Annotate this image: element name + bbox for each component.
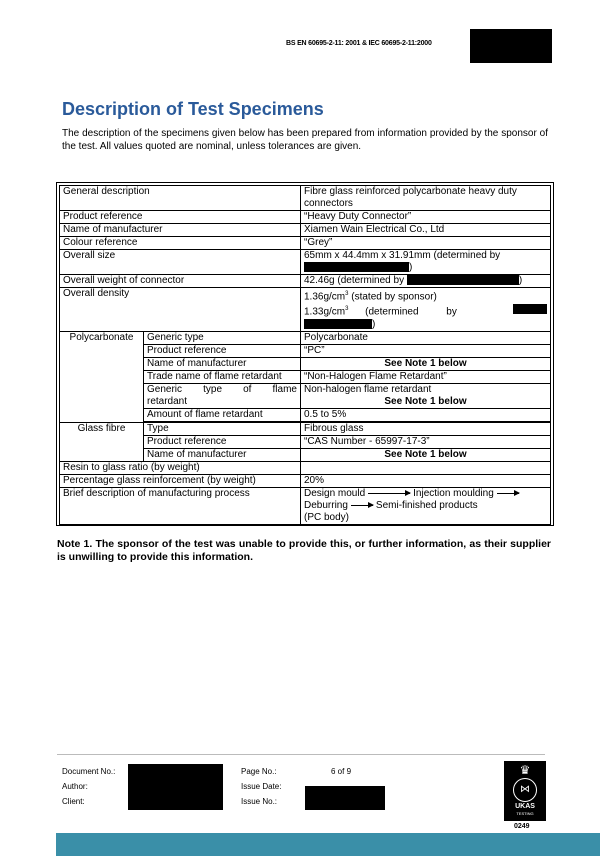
process-step: Design mould	[304, 487, 366, 499]
page-no-label: Page No.:	[241, 767, 277, 776]
density-determined: 1.33g/cm	[304, 306, 346, 318]
row-value: 0.5 to 5%	[301, 408, 551, 421]
table-row	[60, 224, 551, 237]
row-label: Overall size	[60, 250, 301, 275]
table-row	[60, 250, 551, 275]
redacted-text	[513, 304, 547, 314]
ukas-subtitle: TESTING	[516, 811, 534, 816]
group-label-glass-fibre: Glass fibre	[60, 422, 144, 461]
author-label: Author:	[62, 782, 88, 791]
row-value: “Heavy Duty Connector”	[301, 211, 551, 224]
note-reference-text: See Note 1 below	[384, 448, 467, 460]
intro-paragraph: The description of the specimens given below has been prepared from information provided by the sponsor of the test. All values quoted are nominal, unless tolerances are given.	[62, 128, 548, 152]
table-row	[60, 422, 551, 435]
density-determined-note: (determined by	[348, 306, 457, 318]
row-label: Name of manufacturer	[144, 357, 301, 370]
client-label: Client:	[62, 797, 85, 806]
density-stated: 1.36g/cm	[304, 291, 346, 303]
row-label: Name of manufacturer	[144, 448, 301, 461]
table-row	[60, 487, 551, 524]
row-value	[301, 461, 551, 474]
redacted-text	[304, 262, 409, 272]
redacted-block-document-info	[128, 764, 223, 810]
table-row	[60, 275, 551, 288]
table-row	[60, 186, 551, 211]
table-row	[60, 474, 551, 487]
fr-generic-cell	[301, 383, 551, 408]
row-value: “Non-Halogen Flame Retardant”	[301, 370, 551, 383]
row-label: Generic type	[144, 331, 301, 344]
arrow-right-icon	[497, 493, 519, 494]
row-label: Resin to glass ratio (by weight)	[60, 461, 301, 474]
overall-size-cell	[301, 250, 551, 275]
redacted-text	[304, 319, 372, 329]
row-value: Non-halogen flame retardant	[304, 383, 432, 395]
row-label: Overall density	[60, 288, 301, 332]
issue-date-label: Issue Date:	[241, 782, 282, 791]
redacted-text	[407, 275, 519, 285]
row-label: Type	[144, 422, 301, 435]
density-stated-note: (stated by sponsor)	[348, 291, 437, 303]
process-step: (PC body)	[304, 511, 350, 523]
row-label: Colour reference	[60, 237, 301, 250]
arrow-right-icon	[368, 493, 410, 494]
row-value: Xiamen Wain Electrical Co., Ltd	[301, 224, 551, 237]
specimen-table	[59, 185, 551, 525]
row-label: Product reference	[144, 435, 301, 448]
row-value: Fibre glass reinforced polycarbonate heavy duty connectors	[301, 186, 551, 211]
row-value: 20%	[301, 474, 551, 487]
note-reference-text: See Note 1 below	[384, 357, 467, 369]
row-value: “PC”	[301, 344, 551, 357]
row-value: “Grey”	[301, 237, 551, 250]
closing-paren: )	[518, 275, 523, 286]
row-label: Product reference	[60, 211, 301, 224]
process-step: Deburring	[304, 499, 348, 511]
overall-weight-cell	[301, 275, 551, 288]
superscript: 3	[345, 306, 349, 313]
note-reference	[301, 357, 551, 370]
specimen-table-frame	[56, 182, 554, 526]
note-reference-text: See Note 1 below	[384, 395, 467, 407]
table-row	[60, 288, 551, 332]
note-reference	[301, 448, 551, 461]
row-label: Brief description of manufacturing process	[60, 487, 301, 524]
standard-reference: BS EN 60695-2-11: 2001 & IEC 60695-2-11:2000	[286, 40, 432, 47]
row-label: Name of manufacturer	[60, 224, 301, 237]
page-no-value: 6 of 9	[331, 767, 352, 776]
table-row	[60, 237, 551, 250]
footer-color-bar	[56, 833, 600, 856]
row-label: Generic type of flame retardant	[144, 383, 301, 408]
overall-density-cell	[301, 288, 551, 332]
crown-icon: ♛	[519, 763, 531, 777]
arrow-right-icon	[351, 505, 373, 506]
issue-no-label: Issue No.:	[241, 797, 278, 806]
row-label: Amount of flame retardant	[144, 408, 301, 421]
row-value: “CAS Number - 65997-17-3”	[301, 435, 551, 448]
superscript: 3	[345, 291, 349, 297]
ukas-number: 0249	[514, 823, 530, 830]
row-value: 42.46g (determined by	[304, 275, 405, 286]
table-row	[60, 461, 551, 474]
row-value: 65mm x 44.4mm x 31.91mm (determined by	[304, 250, 501, 261]
manufacturing-process-cell	[301, 487, 551, 524]
closing-paren: )	[372, 318, 376, 330]
row-value: Polycarbonate	[301, 331, 551, 344]
process-step: Semi-finished products	[375, 499, 478, 511]
table-row	[60, 211, 551, 224]
ukas-mark-icon: ⋈	[513, 778, 537, 802]
group-label-polycarbonate: Polycarbonate	[60, 331, 144, 422]
note-1: Note 1. The sponsor of the test was unable to provide this, or further information, as their supplier is unwilling to provide this information.	[57, 538, 551, 563]
row-label: Overall weight of connector	[60, 275, 301, 288]
process-step: Injection moulding	[413, 487, 494, 499]
table-row	[60, 331, 551, 344]
ukas-name: UKAS	[515, 803, 535, 810]
page-title: Description of Test Specimens	[62, 99, 324, 119]
document-no-label: Document No.:	[62, 767, 116, 776]
row-value: Fibrous glass	[301, 422, 551, 435]
redacted-block-header	[470, 29, 552, 63]
closing-paren: )	[409, 262, 413, 273]
row-label: Percentage glass reinforcement (by weight)	[60, 474, 301, 487]
redacted-block-issue-info	[305, 786, 385, 810]
footer-divider	[57, 754, 545, 755]
row-label: General description	[60, 186, 301, 211]
row-label: Product reference	[144, 344, 301, 357]
ukas-logo	[504, 761, 546, 821]
row-label: Trade name of flame retardant	[144, 370, 301, 383]
